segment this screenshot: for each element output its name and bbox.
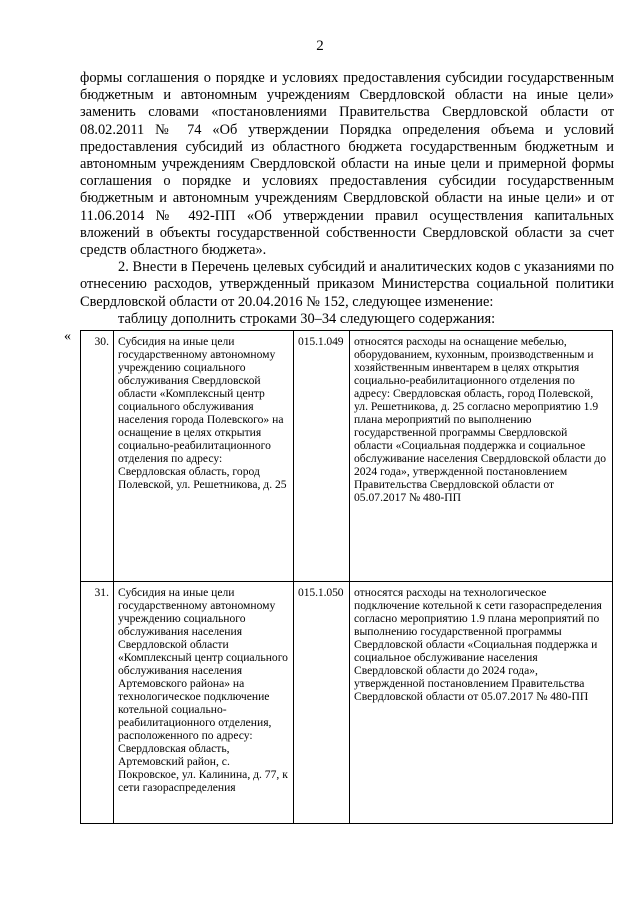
paragraph-2: 2. Внести в Перечень целевых субсидий и аналитических кодов с указаниями по отнесению расходов, утвержденный приказом Министерства социальной политики Свердловской области от 20.04.2016 № 152, следующее изменение: xyxy=(80,259,614,310)
row-number-cell: 31. xyxy=(81,582,114,824)
expense-description-cell: относятся расходы на технологическое подключение котельной к сети газораспределения согласно мероприятию 1.9 плана мероприятий по выполнению государственной программы Свердловской области «Социальная поддержка и социальное обслуживание населения Свердловской области до 2024 года», утвержденной постановлением Правительства Свердловской области от 05.07.2017 № 480-ПП xyxy=(350,582,613,824)
analytic-code-cell: 015.1.050 xyxy=(294,582,350,824)
subsidy-name-cell: Субсидия на иные цели государственному автономному учреждению социального обслуживания Свердловской области «Комплексный центр социального обслуживания населения города Полевского» на оснащение в целях открытия социально-реабилитационного отделения по адресу: Свердловская область, город Полевской, ул. Решетникова, д. 25 xyxy=(114,331,294,582)
row-number-cell: 30. xyxy=(81,331,114,582)
subsidy-name-cell: Субсидия на иные цели государственному автономному учреждению социального обслуживания населения Свердловской области «Комплексный центр социального обслуживания населения Артемовского района» на технологическое подключение котельной социально-реабилитационного отделения, расположенного по адресу: Свердловская область, Артемовский район, с. Покровское, ул. Калинина, д. 77, к сети газораспределения xyxy=(114,582,294,824)
table-row xyxy=(81,582,613,824)
analytic-code-cell: 015.1.049 xyxy=(294,331,350,582)
table-row xyxy=(81,331,613,582)
expense-description-cell: относятся расходы на оснащение мебелью, оборудованием, кухонным, производственным и хозяйственным инвентарем в целях открытия социально-реабилитационного отделения по адресу: Свердловская область, город Полевской, ул. Решетникова, д. 25 согласно мероприятию 1.9 плана мероприятий по выполнению государственной программы Свердловской области «Социальная поддержка и социальное обслуживание населения Свердловской области до 2024 года», утвержденной постановлением Правительства Свердловской области от 05.07.2017 № 480-ПП xyxy=(350,331,613,582)
document-body xyxy=(80,70,614,328)
paragraph-3: таблицу дополнить строками 30–34 следующего содержания: xyxy=(118,310,496,327)
paragraph-1: формы соглашения о порядке и условиях предоставления субсидии государственным бюджетным и автономным учреждениям Свердловской области на иные цели» заменить словами «постановлениями Правительства Свердловской области от 08.02.2011 № 74 «Об утверждении Порядка определения объема и условий предоставления субсидий из областного бюджета государственным бюджетным и автономным учреждениям Свердловской области на иные цели и примерной формы соглашения о порядке и условиях предоставления субсидии государственным бюджетным и автономным учреждениям Свердловской области на иные цели» и от 11.06.2014 № 492-ПП «Об утверждении правил осуществления капитальных вложений в объекты государственной собственности Свердловской области за счет средств областного бюджета». xyxy=(80,70,614,259)
opening-quote: « xyxy=(64,329,71,344)
page-number: 2 xyxy=(316,38,324,54)
subsidies-table xyxy=(80,330,613,824)
